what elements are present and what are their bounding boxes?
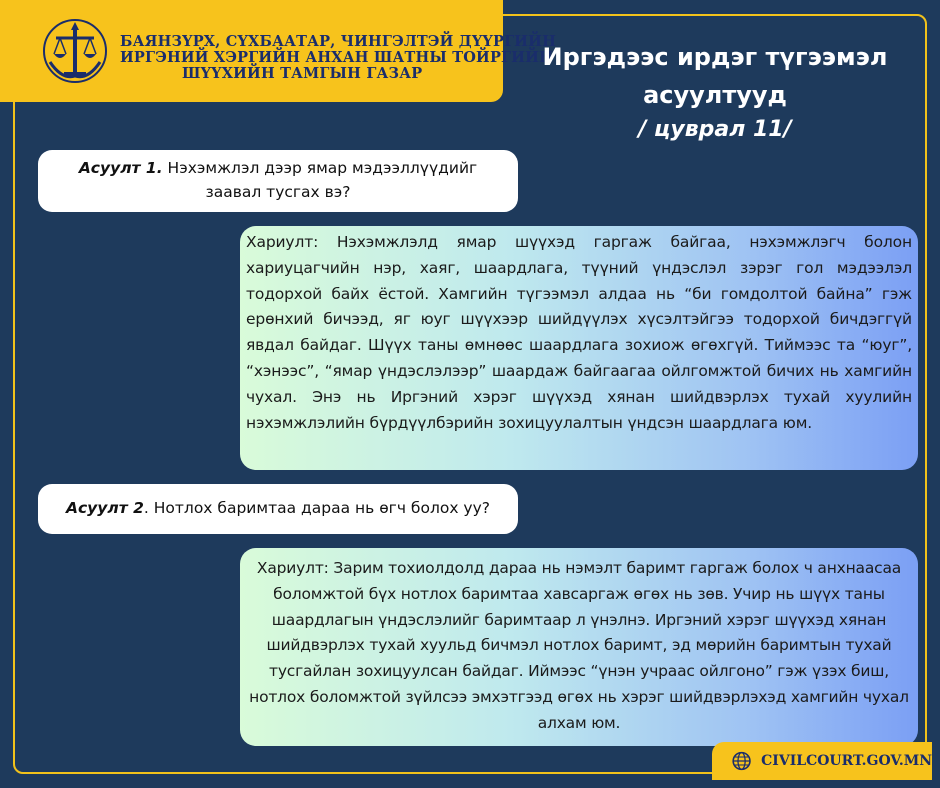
org-line-2: ИРГЭНИЙ ХЭРГИЙН АНХАН ШАТНЫ ТОЙРГИЙН [120, 49, 553, 66]
answer-1-box [240, 226, 918, 470]
website-url: CIVILCOURT.GOV.MN [761, 753, 932, 769]
question-1-label: Асуулт 1. [78, 159, 163, 177]
court-emblem-icon [42, 18, 108, 84]
title-line-1: Иргэдээс ирдэг түгээмэл [542, 43, 888, 71]
question-1-box [38, 150, 518, 212]
page-title [520, 38, 910, 146]
website-tag[interactable] [712, 742, 932, 780]
answer-2-box [240, 548, 918, 746]
answer-2-text: Хариулт: Зарим тохиолдолд дараа нь нэмэлт баримт гаргаж болох ч анхнаасаа боломжтой бүх нотлох баримтаа хавсаргаж өгөх нь зөв. Учир нь шүүх таны шаардлагын үндэслэлийг баримтаар л үнэлнэ. Иргэний хэрэг шүүхэд хянан шийдвэрлэх тухай хуульд бичмэл нотлох баримт, эд мөрийн баримтын тухай тусгайлан зохицуулсан байдаг. Иймээс “үнэн учраас ойлгоно” гэж үзэх биш, нотлох боломжтой зүйлсээ эмхэтгээд өгөх нь хэрэг шийдвэрлэхэд хамгийн чухал алхам юм. [249, 559, 909, 732]
title-line-2: асуултууд [643, 81, 787, 109]
organization-name [120, 33, 556, 82]
question-2-label: Асуулт 2 [65, 499, 144, 517]
question-2-box [38, 484, 518, 534]
question-1-text: Нэхэмжлэл дээр ямар мэдээллүүдийг заавал тусгах вэ? [162, 159, 478, 201]
title-series: / цуврал 11/ [638, 117, 792, 142]
answer-1-text: Хариулт: Нэхэмжлэлд ямар шүүхэд гаргаж байгаа, нэхэмжлэгч болон хариуцагчийн нэр, хаяг, шаардлага, түүний үндэслэл зэрэг гол мэдээлэл тодорхой байх ёстой. Хамгийн түгээмэл алдаа нь “би гомдолтой байна” гэж ерөнхий бичээд, яг юуг шүүхээр шийдүүлэх хүсэлтэйгээ тодорхой бичдэггүй явдал байдаг. Шүүх таны өмнөөс шаардлага зохиож өгөхгүй. Тиймээс та “юуг”, “хэнээс”, “ямар үндэслэлээр” шаардаж байгаагаа ойлгомжтой бичих нь хамгийн чухал. Энэ нь Иргэний хэрэг шүүхэд хянан шийдвэрлэх тухай хуулийн нэхэмжлэлийн бүрдүүлбэрийн зохицуулалтын үндсэн шаардлага юм. [246, 233, 912, 432]
question-2-text: . Нотлох баримтаа дараа нь өгч болох уу? [143, 499, 491, 517]
globe-icon [732, 749, 751, 773]
org-line-3: ШҮҮХИЙН ТАМГЫН ГАЗАР [182, 65, 423, 82]
header-banner [0, 0, 556, 102]
org-line-1: БАЯНЗҮРХ, СҮХБААТАР, ЧИНГЭЛТЭЙ ДҮҮРГИЙН [120, 33, 556, 50]
